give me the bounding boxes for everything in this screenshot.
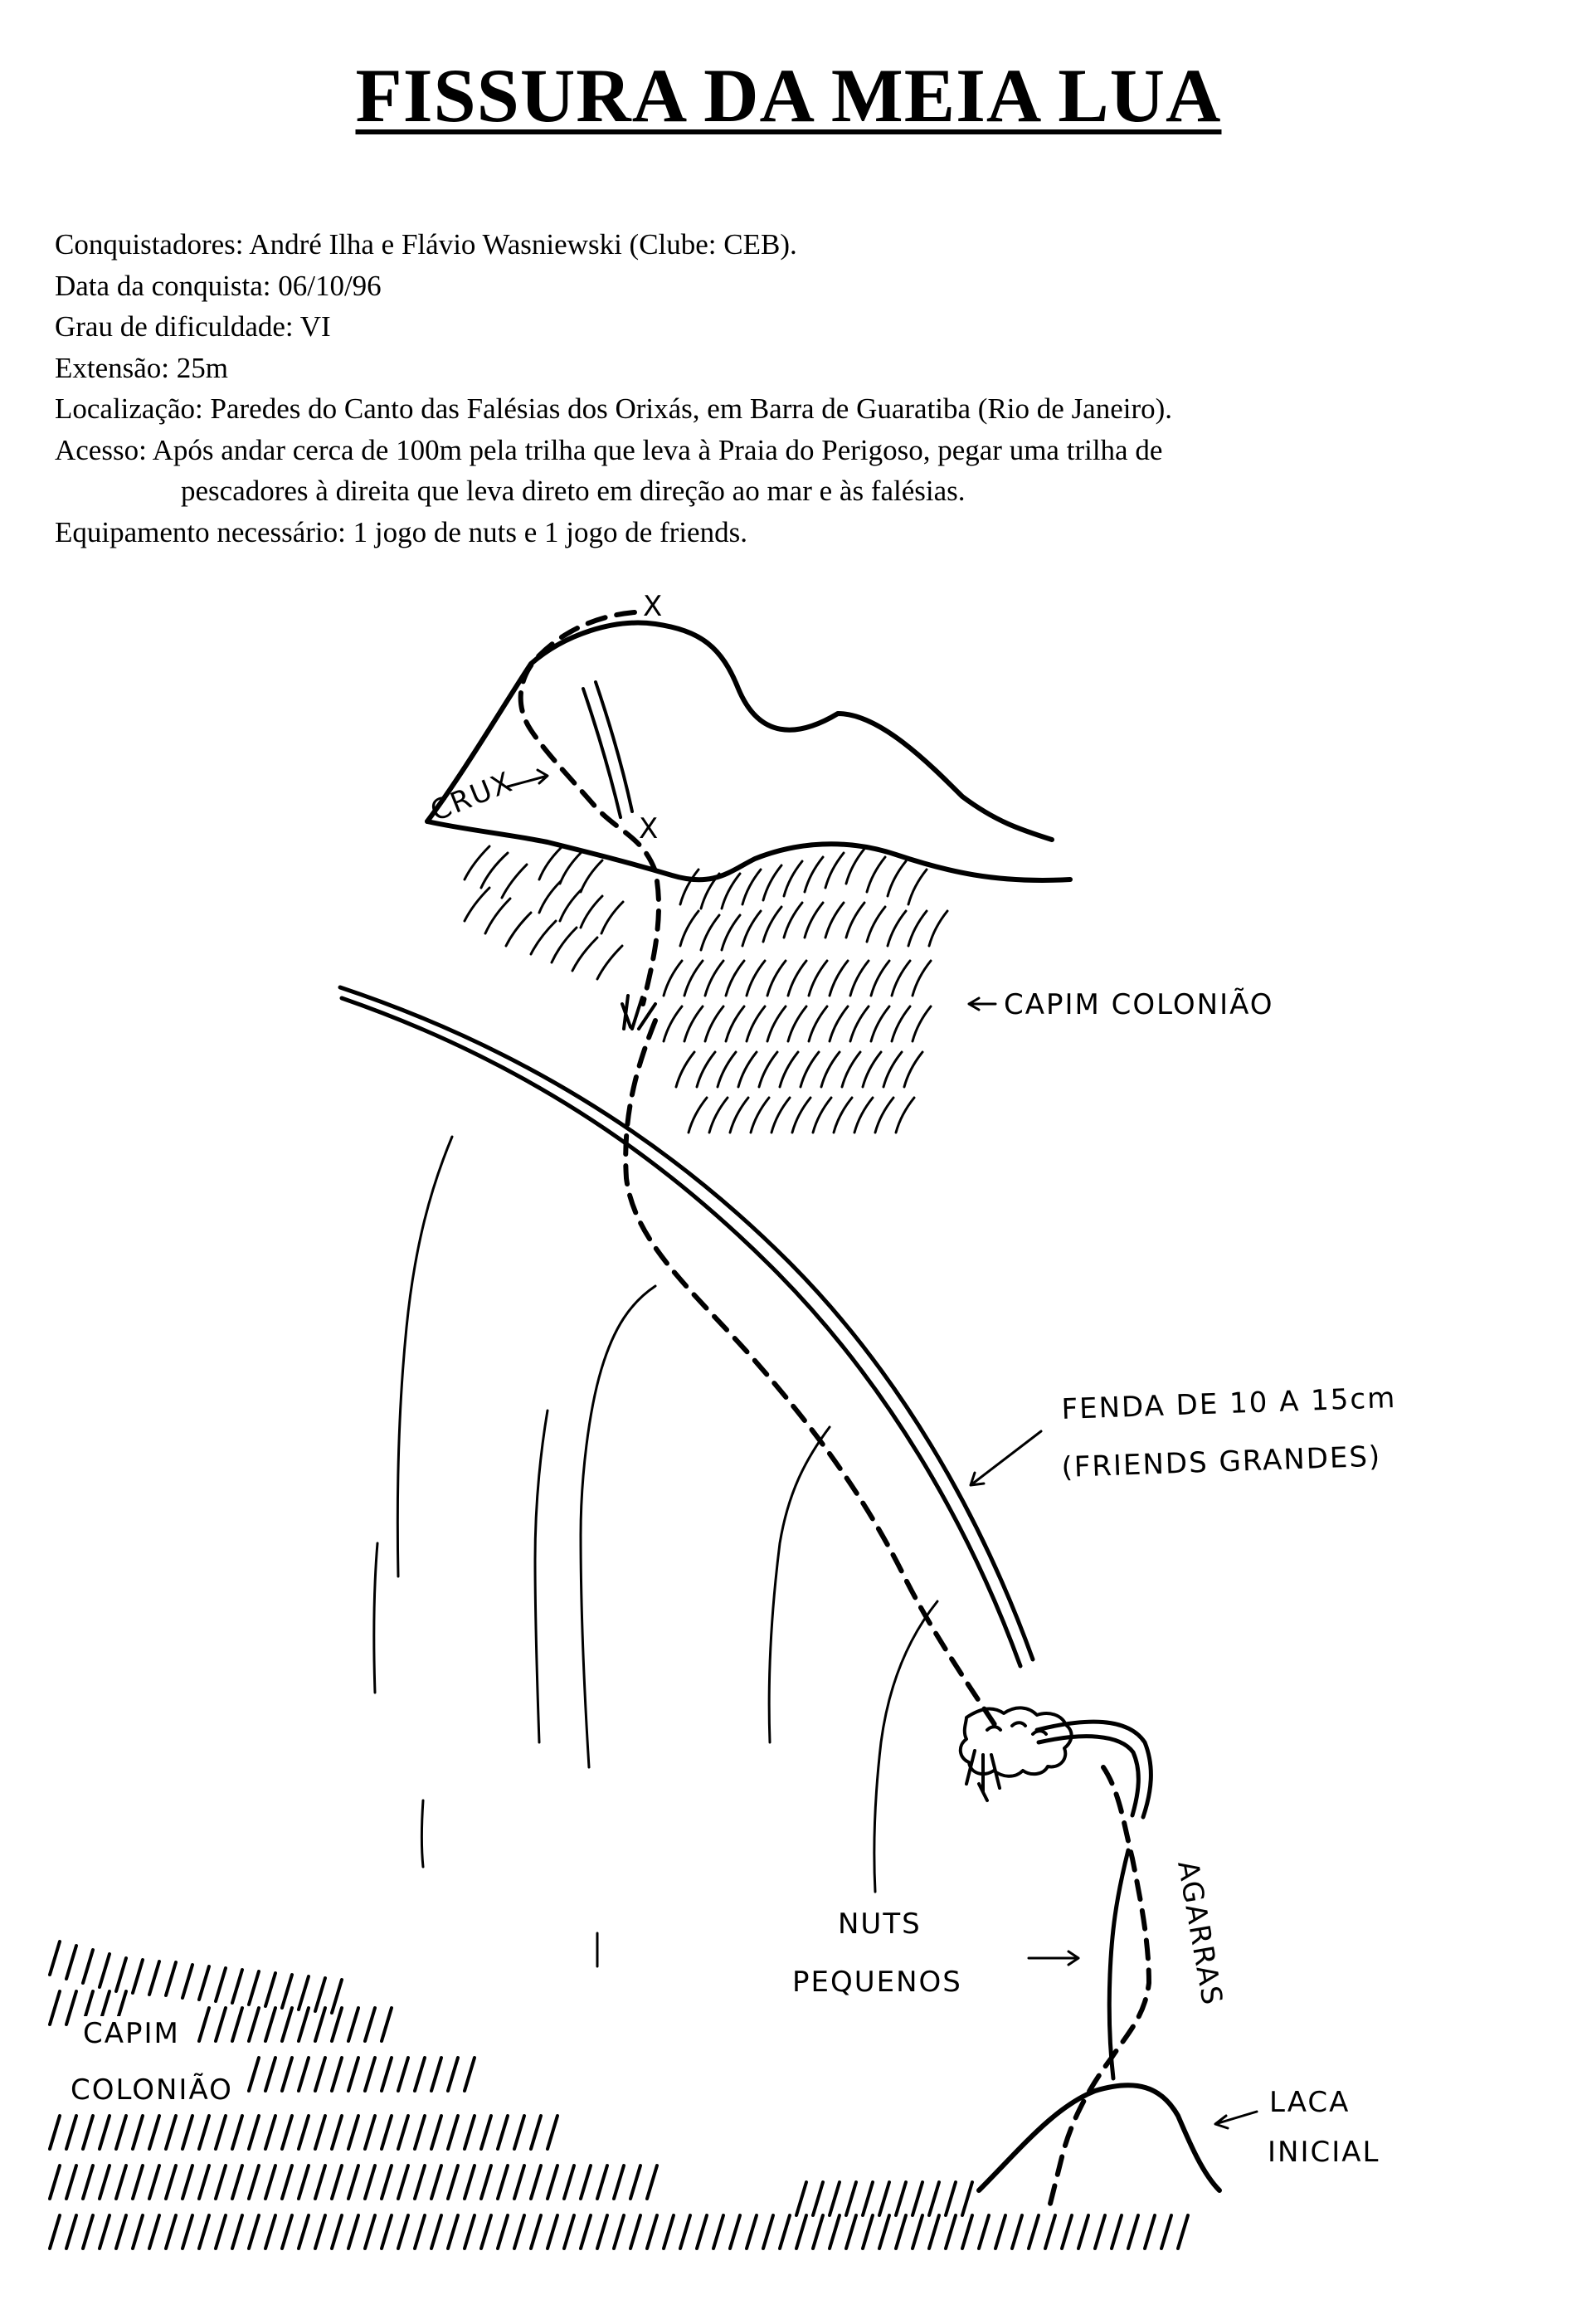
info-conquistadores: Conquistadores: André Ilha e Flávio Wasniewski (Clube: CEB).: [55, 228, 797, 261]
capim-right-label: CAPIM COLONIÃO: [1004, 988, 1274, 1021]
fenda-label-line1: FENDA DE 10 A 15cm: [1060, 1381, 1397, 1426]
nuts-arrow: [1029, 1951, 1078, 1965]
laca-label-line2: INICIAL: [1268, 2136, 1380, 2169]
info-data: Data da conquista: 06/10/96: [55, 269, 382, 302]
capim-left-label-line1: CAPIM: [83, 2017, 180, 2050]
anchor-top-marker: X: [643, 590, 664, 623]
bush: [961, 1708, 1072, 1800]
info-grau: Grau de dificuldade: VI: [55, 310, 331, 343]
route-line: [625, 1021, 995, 1726]
info-localizacao: Localização: Paredes do Canto das Falésias dos Orixás, em Barra de Guaratiba (Rio de Janeiro).: [55, 392, 1173, 425]
info-acesso: Acesso: Após andar cerca de 100m pela trilha que leva à Praia do Perigoso, pegar uma trilha de: [55, 433, 1163, 466]
flake-crack: [1109, 1850, 1128, 2078]
lower-crack: [1039, 1737, 1138, 1815]
anchor-mid-marker: X: [639, 812, 660, 845]
crux-arrow: [508, 770, 548, 787]
info-acesso-continued: pescadores à direita que leva direto em direção ao mar e às falésias.: [181, 475, 966, 507]
wall-relief: [374, 1137, 937, 1966]
laca-arrow: [1215, 2112, 1257, 2128]
capim-left-label-line2: COLONIÃO: [71, 2073, 233, 2107]
nuts-label-line2: PEQUENOS: [792, 1966, 962, 1999]
main-crack: [340, 987, 1033, 1659]
upper-block-outline: [427, 623, 1052, 840]
route-line: [1049, 1767, 1149, 2207]
initial-flake: [979, 2085, 1219, 2190]
agarras-label: AGARRAS: [1171, 1858, 1229, 2009]
laca-label-line1: LACA: [1269, 2086, 1351, 2119]
info-equipamento: Equipamento necessário: 1 jogo de nuts e 1 jogo de friends.: [55, 515, 747, 548]
fenda-arrow: [971, 1431, 1041, 1485]
upper-block-base: [427, 821, 1070, 880]
crux-label: CRUX: [426, 765, 518, 829]
capim-right-arrow: [969, 998, 995, 1010]
route-title-text: FISSURA DA MEIA LUA: [355, 53, 1222, 138]
info-extensao: Extensão: 25m: [55, 351, 228, 384]
bush-tuft: [622, 996, 655, 1029]
nuts-label-line1: NUTS: [838, 1907, 922, 1941]
grass-texture-upper: [465, 846, 947, 1133]
fenda-label-line2: (FRIENDS GRANDES): [1060, 1440, 1382, 1484]
main-crack: [342, 998, 1020, 1666]
